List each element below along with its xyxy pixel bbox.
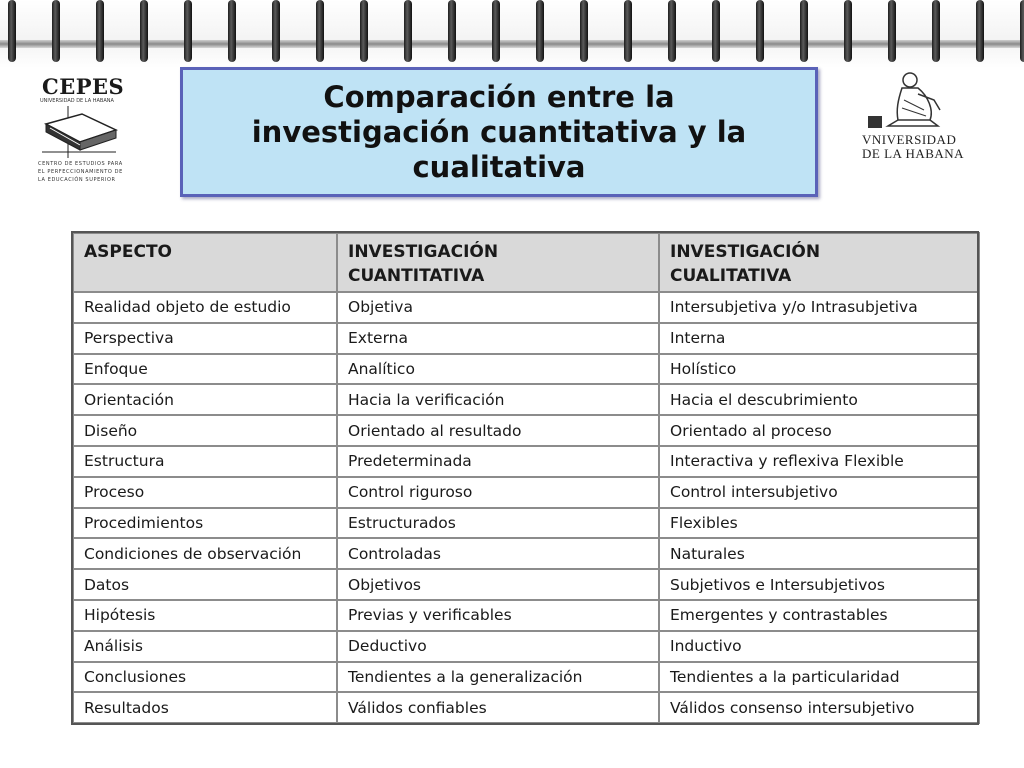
book-icon <box>38 104 122 160</box>
comparison-table-wrapper <box>72 232 978 724</box>
cell-qualitative: Válidos consenso intersubjetivo <box>659 692 979 723</box>
cepes-logo-footer: CENTRO DE ESTUDIOS PARA EL PERFECCIONAMIENTO DE LA EDUCACIÓN SUPERIOR <box>38 161 123 183</box>
cell-quantitative: Previas y verificables <box>337 600 659 631</box>
universidad-habana-logo <box>858 70 1004 170</box>
cell-quantitative: Controladas <box>337 538 659 569</box>
cell-aspect: Análisis <box>73 631 337 662</box>
binding-ring <box>52 0 60 62</box>
cepes-logo-brand: CEPES <box>42 74 125 99</box>
cell-quantitative: Externa <box>337 323 659 354</box>
binding-ring <box>184 0 192 62</box>
table-row <box>73 323 979 354</box>
cell-quantitative: Hacia la verificación <box>337 384 659 415</box>
cepes-logo-subtitle: UNIVERSIDAD DE LA HABANA <box>40 98 114 104</box>
header-quant-line2: CUANTITATIVA <box>348 266 485 286</box>
title-line-1: Comparación entre la <box>323 79 675 114</box>
table-row <box>73 569 979 600</box>
binding-ring <box>756 0 764 62</box>
binding-ring <box>228 0 236 62</box>
cell-qualitative: Control intersubjetivo <box>659 477 979 508</box>
cell-quantitative: Orientado al resultado <box>337 415 659 446</box>
cell-quantitative: Control riguroso <box>337 477 659 508</box>
cell-qualitative: Interactiva y reflexiva Flexible <box>659 446 979 477</box>
cell-qualitative: Flexibles <box>659 508 979 539</box>
cell-aspect: Perspectiva <box>73 323 337 354</box>
cell-quantitative: Deductivo <box>337 631 659 662</box>
table-row <box>73 662 979 693</box>
cell-qualitative: Intersubjetiva y/o Intrasubjetiva <box>659 292 979 323</box>
spiral-binding <box>0 0 1024 68</box>
cell-qualitative: Subjetivos e Intersubjetivos <box>659 569 979 600</box>
table-row <box>73 292 979 323</box>
cell-quantitative: Objetivos <box>337 569 659 600</box>
binding-bar <box>0 40 1024 48</box>
table-row <box>73 354 979 385</box>
cell-qualitative: Orientado al proceso <box>659 415 979 446</box>
cell-quantitative: Analítico <box>337 354 659 385</box>
binding-ring <box>360 0 368 62</box>
cell-aspect: Datos <box>73 569 337 600</box>
binding-ring <box>404 0 412 62</box>
cell-qualitative: Interna <box>659 323 979 354</box>
table-row <box>73 692 979 723</box>
binding-ring <box>536 0 544 62</box>
cell-quantitative: Objetiva <box>337 292 659 323</box>
cepes-logo <box>34 74 126 186</box>
cell-qualitative: Hacia el descubrimiento <box>659 384 979 415</box>
header-aspect <box>73 233 337 292</box>
binding-ring <box>712 0 720 62</box>
cell-aspect: Orientación <box>73 384 337 415</box>
cell-aspect: Enfoque <box>73 354 337 385</box>
table-row <box>73 508 979 539</box>
binding-ring <box>888 0 896 62</box>
university-name-line2: DE LA HABANA <box>862 146 965 161</box>
comparison-table <box>72 232 980 724</box>
header-qualitative <box>659 233 979 292</box>
cell-qualitative: Naturales <box>659 538 979 569</box>
title-box <box>180 67 818 197</box>
binding-ring <box>96 0 104 62</box>
cell-qualitative: Inductivo <box>659 631 979 662</box>
cell-qualitative: Emergentes y contrastables <box>659 600 979 631</box>
page-title <box>238 80 761 185</box>
table-header-row <box>73 233 979 292</box>
cell-quantitative: Tendientes a la generalización <box>337 662 659 693</box>
cell-quantitative: Estructurados <box>337 508 659 539</box>
cell-qualitative: Tendientes a la particularidad <box>659 662 979 693</box>
table-row <box>73 477 979 508</box>
binding-ring <box>932 0 940 62</box>
cell-aspect: Proceso <box>73 477 337 508</box>
table-row <box>73 631 979 662</box>
header-qual-line1: INVESTIGACIÓN <box>670 242 821 262</box>
binding-ring <box>272 0 280 62</box>
binding-ring <box>844 0 852 62</box>
binding-ring <box>316 0 324 62</box>
binding-ring <box>800 0 808 62</box>
binding-ring <box>580 0 588 62</box>
binding-ring <box>448 0 456 62</box>
binding-ring <box>668 0 676 62</box>
header-qual-line2: CUALITATIVA <box>670 266 792 286</box>
cell-aspect: Condiciones de observación <box>73 538 337 569</box>
title-line-3: cualitativa <box>412 149 586 184</box>
cell-aspect: Estructura <box>73 446 337 477</box>
cell-aspect: Resultados <box>73 692 337 723</box>
table-row <box>73 538 979 569</box>
table-row <box>73 384 979 415</box>
binding-ring <box>492 0 500 62</box>
university-name-line1: VNIVERSIDAD <box>862 132 957 147</box>
cell-aspect: Conclusiones <box>73 662 337 693</box>
header-aspect-label: ASPECTO <box>84 242 172 262</box>
title-line-2: investigación cuantitativa y la <box>251 114 747 149</box>
cell-quantitative: Válidos confiables <box>337 692 659 723</box>
cell-aspect: Realidad objeto de estudio <box>73 292 337 323</box>
table-row <box>73 415 979 446</box>
binding-ring <box>8 0 16 62</box>
header-quant-line1: INVESTIGACIÓN <box>348 242 499 262</box>
cell-quantitative: Predeterminada <box>337 446 659 477</box>
cell-aspect: Procedimientos <box>73 508 337 539</box>
cell-aspect: Diseño <box>73 415 337 446</box>
binding-ring <box>976 0 984 62</box>
table-row <box>73 446 979 477</box>
cell-qualitative: Holístico <box>659 354 979 385</box>
binding-ring <box>1020 0 1024 62</box>
cell-aspect: Hipótesis <box>73 600 337 631</box>
table-row <box>73 600 979 631</box>
binding-ring <box>140 0 148 62</box>
header-quantitative <box>337 233 659 292</box>
binding-ring <box>624 0 632 62</box>
seated-figure-icon <box>868 70 988 134</box>
